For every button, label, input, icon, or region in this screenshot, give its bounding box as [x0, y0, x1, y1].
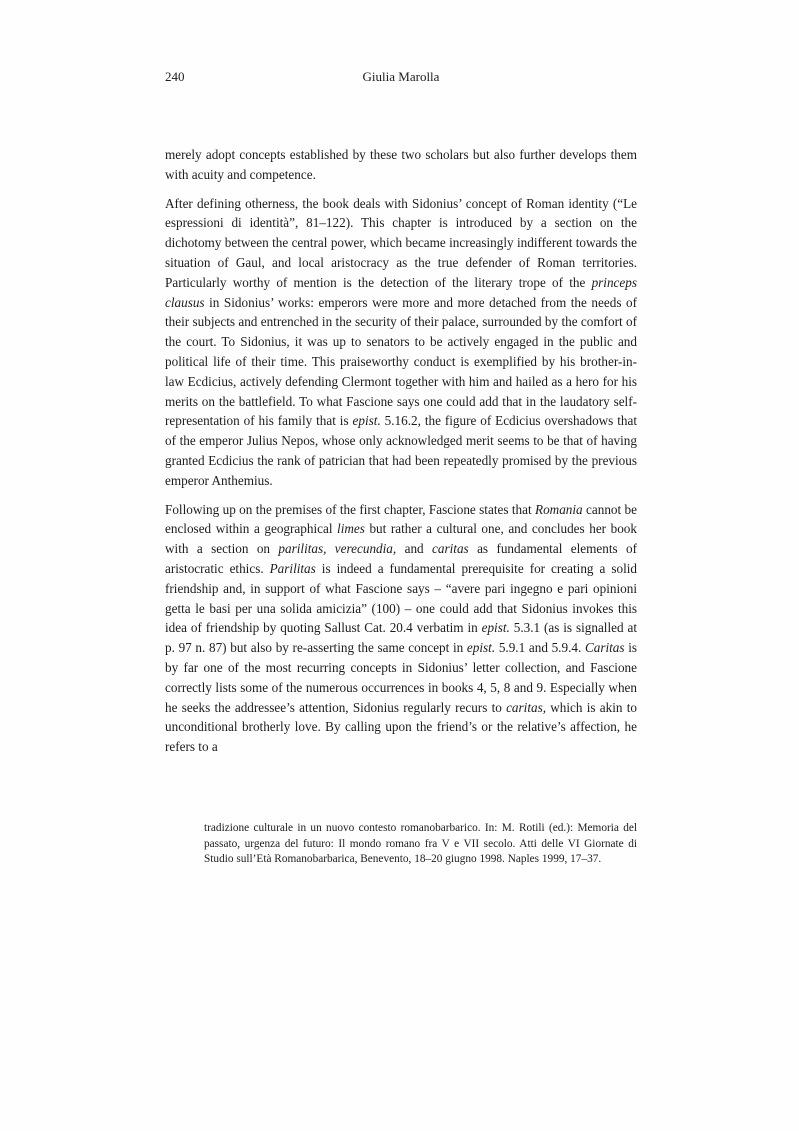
paragraph — [165, 194, 637, 491]
page-header — [165, 69, 637, 87]
paragraph — [165, 500, 637, 757]
text-run: as fundamental elements of aristocratic ethics. — [165, 541, 637, 576]
text-run: merely adopt concepts established by these two scholars but also further develops them with acuity and competence. — [165, 147, 637, 182]
body-text — [165, 145, 637, 757]
paragraph — [165, 145, 637, 185]
italic-text-run: epist. — [466, 640, 496, 656]
italic-text-run: caritas, — [506, 699, 547, 715]
italic-text-run: epist. — [481, 620, 510, 636]
italic-text-run: limes — [337, 521, 365, 537]
text-run: which is akin to unconditional brotherly love. By calling upon the friend’s or the relative’s affection, he refers to a — [165, 699, 637, 755]
footnote-text: tradizione culturale in un nuovo contesto romanobarbarico. In: M. Rotili (ed.): Memoria del passato, urgenza del futuro: Il mondo romano fra V e VII secolo. Atti delle VI Giornate di Studio sull’Età Romanobarbarica, Benevento, 18–20 giugno 1998. Naples 1999, 17–37. — [204, 822, 637, 866]
page-number: 240 — [165, 69, 185, 84]
text-run: Following up on the premises of the first chapter, Fascione states that — [165, 501, 536, 517]
italic-text-run: Parilitas — [269, 560, 316, 576]
text-run: is indeed a fundamental prerequisite for creating a solid friendship and, in support of what Fascione says – “avere pari ingegno e pari opinioni getta le basi per una solida amicizia” (100) – one could add that Sidonius invokes this idea of friendship by quoting Sallust Cat. 20.4 verbatim in — [165, 560, 637, 636]
text-run: and — [396, 541, 433, 557]
italic-text-run: princeps clausus — [165, 274, 637, 310]
text-run: is by far one of the most recurring concepts in Sidonius’ letter collection, and Fascione correctly lists some of the numerous occurrences in books 4, 5, 8 and 9. Especially when he seeks the addressee’s attention, Sidonius regularly recurs to — [165, 640, 637, 715]
text-run: in Sidonius’ works: emperors were more and more detached from the needs of their subjects and entrenched in the security of their palace, surrounded by the comfort of the court. To Sidonius, it was up to senators to be actively engaged in the public and political life of their time. This praiseworthy conduct is exemplified by his brother-in-law Ecdicius, actively defending Clermont together with him and hailed as a hero for his merits on the battlefield. To what Fascione says one could add that in the laudatory self-representation of his family that is — [165, 294, 637, 429]
text-run: cannot be enclosed within a geographical — [165, 501, 637, 537]
text-run: but rather a cultural one, and concludes her book with a section on — [165, 521, 637, 557]
text-run: After defining otherness, the book deals with Sidonius’ concept of Roman identity (“Le espressioni di identità”, 81–122). This chapter is introduced by a section on the dichotomy between the central power, which became increasingly indifferent towards the situation of Gaul, and local aristocracy as the true defender of Roman territories. Particularly worthy of mention is the detection of the literary trope of the — [165, 195, 637, 290]
running-head-author: Giulia Marolla — [362, 69, 440, 84]
text-run: 5.16.2, the figure of Ecdicius overshadows that of the emperor Julius Nepos, whose only acknowledged merit seems to be that of having granted Ecdicius the rank of patrician that had been repeatedly promised by the previous emperor Anthemius. — [165, 413, 637, 488]
text-run: 5.3.1 (as is signalled at p. 97 n. 87) but also by re-asserting the same concept in — [165, 620, 637, 656]
footnote-block — [204, 821, 637, 868]
italic-text-run: caritas — [432, 541, 469, 557]
italic-text-run: epist. — [352, 413, 381, 429]
italic-text-run: parilitas, verecundia, — [278, 541, 397, 557]
italic-text-run: Caritas — [584, 640, 625, 656]
text-run: 5.9.1 and 5.9.4. — [495, 640, 585, 656]
italic-text-run: Romania — [535, 501, 583, 517]
